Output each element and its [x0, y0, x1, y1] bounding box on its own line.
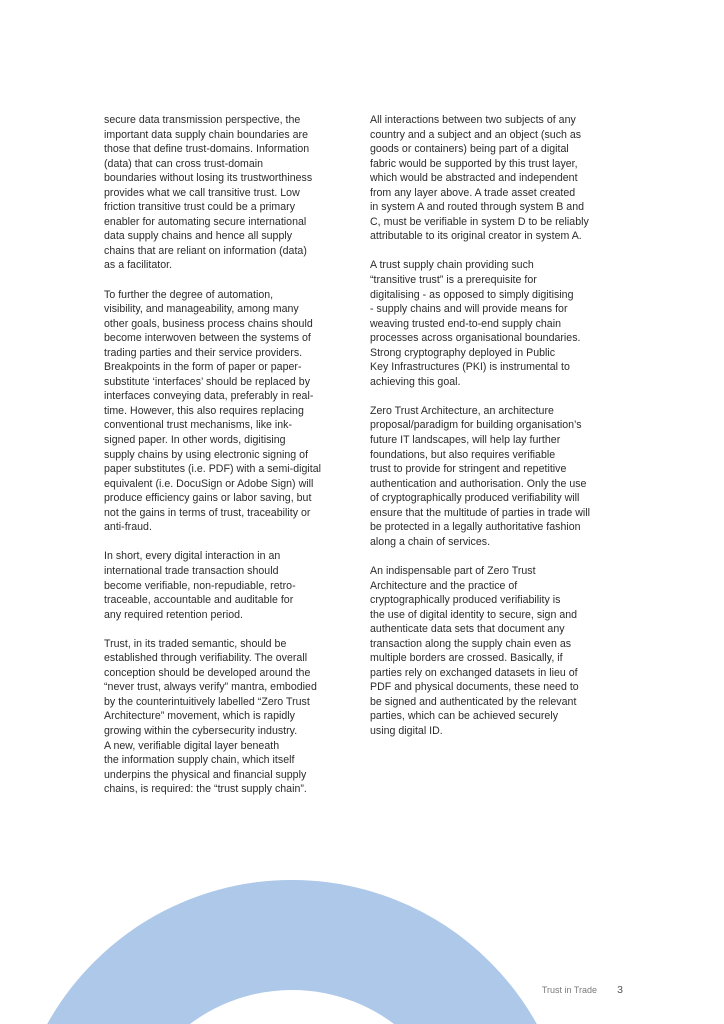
left-text-column	[104, 113, 356, 811]
body-paragraph: All interactions between two subjects of any country and a subject and an object (such as goods or containers) being part of a digital fabric would be supported by this trust layer, which would be abstracted and independent from any layer above. A trade asset created in system A and routed through system B and C, must be verifiable in system D to be reliably attributable to its original creator in system A.	[370, 114, 589, 243]
body-paragraph: An indispensable part of Zero Trust Architecture and the practice of cryptographically produced verifiability is the use of digital identity to secure, sign and authenticate data sets that document any transaction along the supply chain even as multiple borders are crossed. Basically, if parties rely on exchanged datasets in lieu of PDF and physical documents, these need to be signed and authenticated by the relevant parties, which can be achieved securely using digital ID.	[370, 564, 579, 737]
footer-title: Trust in Trade	[541, 985, 597, 995]
body-paragraph: A trust supply chain providing such “transitive trust” is a prerequisite for digitalising - as opposed to simply digitising - supply chains and will provide means for weaving trusted end-to-end supply chain processes across organisational boundaries. Strong cryptography deployed in Public Key Infrastructures (PKI) is instrumental to achieving this goal.	[370, 259, 581, 388]
body-paragraph: Trust, in its traded semantic, should be established through verifiability. The overall conception should be developed around the “never trust, always verify” mantra, embodied by the counterintuitively labelled “Zero Trust Architecture” movement, which is rapidly growing within the cybersecurity industry. A new, verifiable digital layer beneath the information supply chain, which itself underpins the physical and financial supply chains, is required: the “trust supply chain”.	[104, 637, 317, 796]
right-text-column	[370, 113, 624, 753]
body-paragraph: In short, every digital interaction in an international trade transaction should become verifiable, non-repudiable, retro- traceable, accountable and auditable for any required retention period.	[104, 550, 296, 621]
body-paragraph: secure data transmission perspective, the important data supply chain boundaries are those that define trust-domains. Information (data) that can cross trust-domain boundaries without losing its trustworthiness provides what we call transitive trust. Low friction transitive trust could be a primary enabler for automating secure international data supply chains and hence all supply chains that are reliant on information (data) as a facilitator.	[104, 114, 313, 272]
body-paragraph: Zero Trust Architecture, an architecture proposal/paradigm for building organisation’s future IT landscapes, will help lay further foundations, but also requires verifiable trust to provide for stringent and repetitive authentication and authorisation. Only the use of cryptographically produced verifiability will ensure that the multitude of parties in trade will be protected in a legally authoritative fashion along a chain of services.	[370, 404, 591, 548]
page-number: 3	[617, 984, 623, 996]
body-paragraph: To further the degree of automation, visibility, and manageability, among many other goals, business process chains should become interwoven between the systems of trading parties and their service providers. Breakpoints in the form of paper or paper- substitute ‘interfaces’ should be replaced by interfaces conveying data, preferably in real- time. However, this also requires replacing conventional trust mechanisms, like ink- signed paper. In other words, digitising supply chains by using electronic signing of paper substitutes (i.e. PDF) with a semi-digital equivalent (i.e. DocuSign or Adobe Sign) will produce efficiency gains or labor saving, but not the gains in terms of trust, traceability or anti-fraud.	[104, 288, 322, 534]
